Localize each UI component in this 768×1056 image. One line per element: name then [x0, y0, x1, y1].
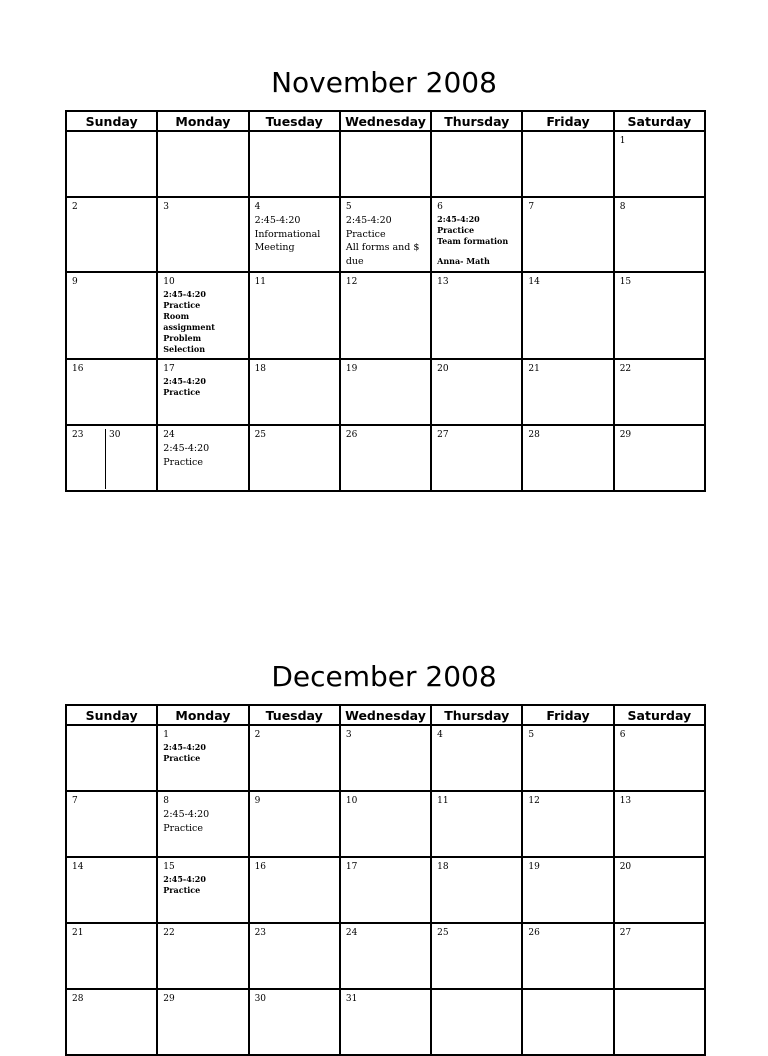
weekday-friday: Friday — [522, 705, 613, 725]
weekday-monday: Monday — [157, 705, 248, 725]
day-cell — [340, 791, 431, 857]
day-cell — [431, 791, 522, 857]
empty-day-cell — [157, 131, 248, 197]
spacer — [437, 247, 516, 256]
day-number: 19 — [528, 862, 540, 872]
weekday-header-row — [66, 705, 705, 725]
weekday-saturday: Saturday — [614, 705, 705, 725]
day-number: 17 — [163, 364, 175, 374]
day-cell — [522, 923, 613, 989]
empty-day-cell — [431, 131, 522, 197]
day-number: 7 — [72, 796, 78, 806]
day-number: 5 — [345, 202, 352, 212]
day-cell — [66, 857, 157, 923]
week-row — [66, 131, 705, 197]
event-text: 2:45-4:20 Practice — [163, 289, 206, 310]
weekday-sunday: Sunday — [66, 111, 157, 131]
weekday-thursday: Thursday — [431, 111, 522, 131]
split-divider — [105, 429, 106, 489]
day-number: 19 — [345, 364, 358, 374]
empty-day-cell — [431, 989, 522, 1055]
day-number: 30 — [109, 430, 121, 440]
day-cell — [157, 272, 248, 359]
day-cell — [614, 923, 705, 989]
weekday-thursday: Thursday — [431, 705, 522, 725]
day-cell — [614, 272, 705, 359]
day-cell — [614, 131, 705, 197]
week-row — [66, 857, 705, 923]
event-text: 2:45-4:20 — [254, 215, 301, 226]
event-text: Meeting — [254, 242, 295, 253]
day-cell — [431, 425, 522, 491]
day-cell — [66, 923, 157, 989]
day-cell — [157, 857, 248, 923]
day-cell — [522, 425, 613, 491]
day-cell — [249, 989, 340, 1055]
event-text: 2:45-4:20 Practice — [163, 443, 210, 468]
empty-day-cell — [522, 131, 613, 197]
weekday-saturday: Saturday — [614, 111, 705, 131]
weekday-sunday: Sunday — [66, 705, 157, 725]
day-cell — [431, 359, 522, 425]
day-number: 8 — [163, 796, 170, 806]
day-number: 25 — [254, 430, 267, 440]
day-cell — [249, 857, 340, 923]
day-cell — [249, 725, 340, 791]
day-number: 20 — [619, 862, 632, 872]
day-cell — [249, 359, 340, 425]
day-number: 27 — [619, 928, 632, 938]
weekday-header-row — [66, 111, 705, 131]
day-cell — [157, 923, 248, 989]
day-number: 22 — [163, 928, 175, 938]
week-row — [66, 791, 705, 857]
day-number: 3 — [345, 730, 352, 740]
day-number: 16 — [254, 862, 267, 872]
weekday-monday: Monday — [157, 111, 248, 131]
event-text: 2:45-4:20 Practice — [163, 809, 210, 834]
day-number: 6 — [437, 202, 443, 212]
day-number: 10 — [345, 796, 358, 806]
day-cell — [66, 989, 157, 1055]
day-number: 4 — [437, 730, 443, 740]
empty-day-cell — [340, 131, 431, 197]
november-calendar-grid — [65, 110, 706, 492]
day-number: 12 — [528, 796, 540, 806]
day-number: 14 — [528, 277, 540, 287]
event-text: 2:45-4:20 Practice — [163, 376, 206, 397]
day-cell — [249, 197, 340, 272]
weekday-wednesday: Wednesday — [340, 111, 431, 131]
day-number: 2 — [254, 730, 261, 740]
day-cell — [157, 197, 248, 272]
day-number: 21 — [528, 364, 540, 374]
day-number: 1 — [163, 730, 170, 740]
event-text: Problem Selection — [163, 333, 206, 354]
event-text: 2:45-4:20 Practice — [163, 742, 206, 763]
day-number: 2 — [72, 202, 78, 212]
day-number: 18 — [437, 862, 449, 872]
day-number: 25 — [437, 928, 449, 938]
day-number: 11 — [254, 277, 267, 287]
day-number: 23 — [254, 928, 267, 938]
day-number: 12 — [345, 277, 358, 287]
day-number: 31 — [345, 994, 358, 1004]
day-cell — [614, 425, 705, 491]
day-number: 9 — [254, 796, 261, 806]
day-cell — [522, 197, 613, 272]
event-text: All forms and $ — [345, 242, 420, 253]
day-cell — [340, 359, 431, 425]
event-text: 2:45-4:20 Practice — [345, 215, 392, 240]
week-row — [66, 923, 705, 989]
empty-day-cell — [614, 989, 705, 1055]
day-cell — [157, 989, 248, 1055]
day-cell — [157, 791, 248, 857]
november-title: November 2008 — [271, 66, 497, 99]
split-cell-content — [72, 429, 151, 487]
day-cell — [431, 197, 522, 272]
day-cell — [249, 791, 340, 857]
event-text: Anna- Math — [437, 256, 490, 266]
day-cell — [522, 791, 613, 857]
event-text: Informational — [254, 228, 321, 240]
day-number: 7 — [528, 202, 535, 212]
weekday-wednesday: Wednesday — [340, 705, 431, 725]
day-number: 24 — [345, 928, 358, 938]
week-row — [66, 359, 705, 425]
day-number: 10 — [163, 277, 175, 287]
day-number: 21 — [72, 928, 84, 938]
week-row — [66, 272, 705, 359]
day-cell — [340, 197, 431, 272]
day-number: 15 — [163, 862, 175, 872]
day-cell — [66, 272, 157, 359]
day-number: 13 — [437, 277, 449, 287]
day-cell — [340, 857, 431, 923]
day-number: 28 — [528, 430, 540, 440]
day-cell — [431, 272, 522, 359]
event-text: Room assignment — [163, 311, 215, 332]
day-number: 26 — [528, 928, 540, 938]
day-cell — [522, 857, 613, 923]
december-title: December 2008 — [271, 660, 497, 693]
day-cell — [157, 425, 248, 491]
event-text: 2:45-4:20 Practice — [437, 214, 480, 235]
day-cell — [522, 359, 613, 425]
day-cell — [431, 725, 522, 791]
day-number: 18 — [254, 364, 267, 374]
day-number: 11 — [437, 796, 449, 806]
day-number: 6 — [619, 730, 626, 740]
day-number: 3 — [163, 202, 170, 212]
split-day-cell — [66, 425, 157, 491]
day-number: 5 — [528, 730, 535, 740]
day-number: 27 — [437, 430, 449, 440]
day-cell — [614, 197, 705, 272]
day-cell — [66, 197, 157, 272]
day-cell — [249, 272, 340, 359]
day-number: 15 — [619, 277, 632, 287]
day-number: 22 — [619, 364, 632, 374]
weekday-tuesday: Tuesday — [249, 111, 340, 131]
day-cell — [522, 725, 613, 791]
day-number: 14 — [72, 862, 84, 872]
event-text: due — [345, 255, 364, 267]
day-number: 29 — [619, 430, 632, 440]
weekday-friday: Friday — [522, 111, 613, 131]
day-number: 13 — [619, 796, 632, 806]
event-text: 2:45-4:20 Practice — [163, 874, 206, 895]
day-number: 9 — [72, 277, 78, 287]
empty-day-cell — [522, 989, 613, 1055]
day-cell — [249, 425, 340, 491]
day-cell — [522, 272, 613, 359]
day-cell — [614, 725, 705, 791]
day-number: 23 — [72, 430, 84, 440]
day-number: 8 — [619, 202, 626, 212]
day-cell — [614, 857, 705, 923]
empty-day-cell — [66, 131, 157, 197]
day-number: 20 — [437, 364, 449, 374]
day-number: 29 — [163, 994, 175, 1004]
week-row — [66, 725, 705, 791]
day-number: 24 — [163, 430, 175, 440]
day-cell — [157, 359, 248, 425]
day-cell — [431, 857, 522, 923]
week-row — [66, 989, 705, 1055]
day-cell — [340, 272, 431, 359]
day-cell — [249, 923, 340, 989]
day-number: 30 — [254, 994, 267, 1004]
day-cell — [66, 359, 157, 425]
day-cell — [431, 923, 522, 989]
day-cell — [614, 359, 705, 425]
december-calendar-grid — [65, 704, 706, 1056]
empty-day-cell — [249, 131, 340, 197]
day-cell — [66, 791, 157, 857]
week-row — [66, 197, 705, 272]
day-number: 1 — [619, 136, 626, 146]
day-cell — [614, 791, 705, 857]
day-cell — [340, 725, 431, 791]
day-cell — [157, 725, 248, 791]
empty-day-cell — [66, 725, 157, 791]
week-row — [66, 425, 705, 491]
day-cell — [340, 425, 431, 491]
day-number: 28 — [72, 994, 84, 1004]
day-number: 4 — [254, 202, 261, 212]
day-number: 16 — [72, 364, 84, 374]
weekday-tuesday: Tuesday — [249, 705, 340, 725]
day-cell — [340, 923, 431, 989]
day-number: 26 — [345, 430, 358, 440]
event-text: Team formation — [437, 236, 509, 246]
day-number: 17 — [345, 862, 358, 872]
day-cell — [340, 989, 431, 1055]
